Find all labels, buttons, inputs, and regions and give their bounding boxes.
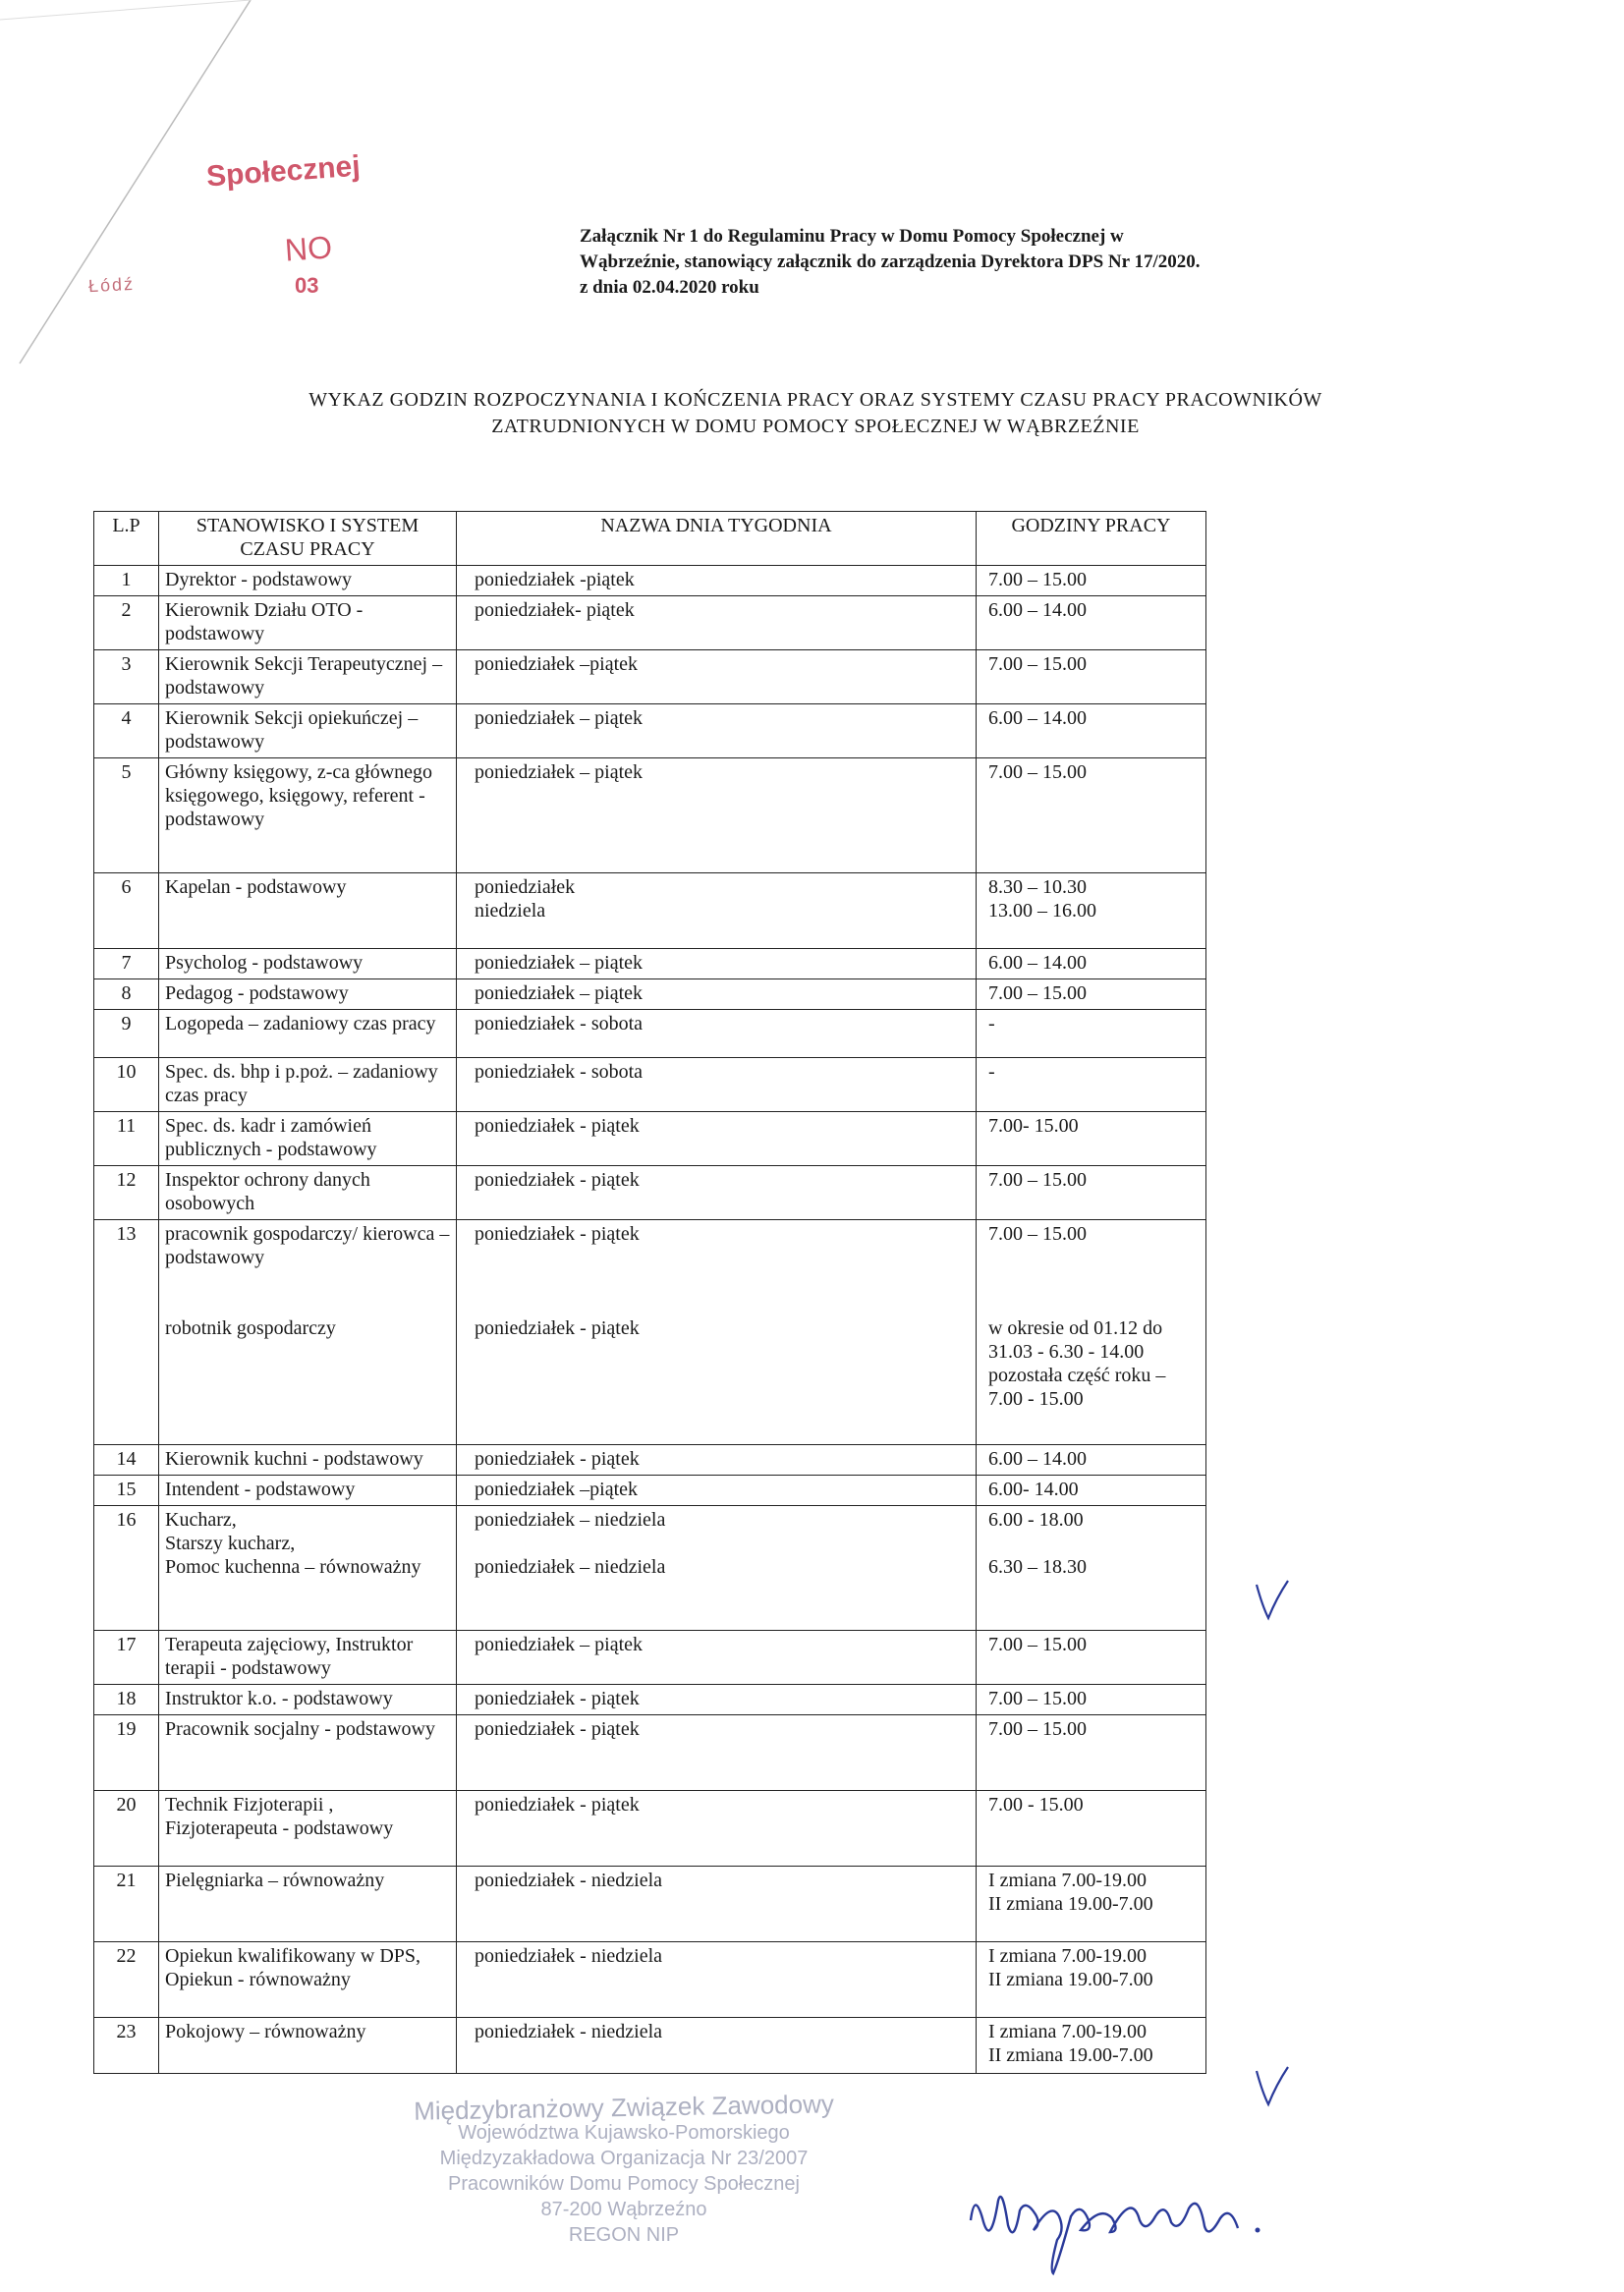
row-lp: 10 [94, 1058, 159, 1112]
document-title-line: WYKAZ GODZIN ROZPOCZYNANIA I KOŃCZENIA PRACY ORAZ SYSTEMY CZASU PRACY PRACOWNIKÓW [308, 389, 1322, 411]
row-day: poniedziałek niedziela [456, 873, 976, 949]
table-header-row [94, 512, 1206, 566]
row-hours: 6.00 – 14.00 [976, 949, 1205, 979]
union-stamp-line: Międzybranżowy Związek Zawodowy [413, 2089, 835, 2126]
table-row [94, 704, 1206, 758]
attachment-note-line: Załącznik Nr 1 do Regulaminu Pracy w Domu Pomocy Społecznej w [580, 226, 1124, 247]
table-row [94, 1867, 1206, 1942]
table-row [94, 1476, 1206, 1506]
check-mark-icon [1253, 1577, 1292, 1626]
table-row [94, 1445, 1206, 1476]
row-hours: 7.00 – 15.00 [976, 979, 1205, 1010]
row-position: Psycholog - podstawowy [159, 949, 457, 979]
row-day: poniedziałek - piątek [456, 1791, 976, 1867]
stamp-line-3: Łódź [87, 273, 136, 297]
red-stamp [59, 147, 393, 305]
row-day: poniedziałek – niedziela poniedziałek – niedziela [456, 1506, 976, 1631]
table-row [94, 758, 1206, 873]
attachment-note-line: Wąbrzeźnie, stanowiący załącznik do zarządzenia Dyrektora DPS Nr 17/2020. [580, 252, 1201, 272]
table-row [94, 949, 1206, 979]
row-hours: 7.00 – 15.00 [976, 1166, 1205, 1220]
header-lp: L.P [94, 512, 159, 566]
union-stamp-line: REGON NIP [568, 2224, 680, 2246]
row-hours: 6.00- 14.00 [976, 1476, 1205, 1506]
row-lp: 21 [94, 1867, 159, 1942]
table-row [94, 566, 1206, 596]
row-lp: 2 [94, 596, 159, 650]
row-hours: 8.30 – 10.30 13.00 – 16.00 [976, 873, 1205, 949]
document-title-line: ZATRUDNIONYCH W DOMU POMOCY SPOŁECZNEJ W WĄBRZEŹNIE [491, 416, 1140, 437]
table-row [94, 873, 1206, 949]
row-day: poniedziałek – piątek [456, 704, 976, 758]
row-position: Instruktor k.o. - podstawowy [159, 1685, 457, 1715]
row-hours: 7.00 – 15.00 [976, 758, 1205, 873]
table-row [94, 1631, 1206, 1685]
union-stamp-line: Międzyzakładowa Organizacja Nr 23/2007 [439, 2148, 809, 2169]
row-lp: 11 [94, 1112, 159, 1166]
row-day: poniedziałek - niedziela [456, 1942, 976, 2018]
row-position: Inspektor ochrony danych osobowych [159, 1166, 457, 1220]
union-stamp-line: Województwa Kujawsko-Pomorskiego [458, 2122, 790, 2144]
row-day: poniedziałek - piątek [456, 1445, 976, 1476]
row-day: poniedziałek - piątek [456, 1715, 976, 1791]
row-position: Główny księgowy, z-ca głównego księgowego, księgowy, referent - podstawowy [159, 758, 457, 873]
row-position: Dyrektor - podstawowy [159, 566, 457, 596]
header-hours: GODZINY PRACY [976, 512, 1205, 566]
table-row [94, 1791, 1206, 1867]
row-lp: 1 [94, 566, 159, 596]
row-day: poniedziałek - piątek [456, 1685, 976, 1715]
table-row [94, 650, 1206, 704]
check-mark-icon [1253, 2063, 1292, 2112]
table-row [94, 1220, 1206, 1445]
attachment-note-line: z dnia 02.04.2020 roku [580, 277, 759, 298]
row-position: Kierownik Sekcji opiekuńczej – podstawowy [159, 704, 457, 758]
row-position: Spec. ds. kadr i zamówień publicznych - podstawowy [159, 1112, 457, 1166]
row-hours: 7.00 – 15.00 [976, 1631, 1205, 1685]
row-lp: 20 [94, 1791, 159, 1867]
attachment-note [580, 224, 1326, 301]
row-lp: 16 [94, 1506, 159, 1631]
stamp-line-2: NO [283, 229, 334, 268]
row-position: Opiekun kwalifikowany w DPS, Opiekun - równoważny [159, 1942, 457, 2018]
row-hours: 7.00 – 15.00 [976, 650, 1205, 704]
row-lp: 9 [94, 1010, 159, 1058]
row-lp: 17 [94, 1631, 159, 1685]
row-day: poniedziałek - piątek [456, 1112, 976, 1166]
row-position: Terapeuta zajęciowy, Instruktor terapii - podstawowy [159, 1631, 457, 1685]
table-body [94, 566, 1206, 2074]
union-stamp-line: 87-200 Wąbrzeźno [540, 2199, 707, 2220]
row-lp: 7 [94, 949, 159, 979]
row-position: Kierownik Sekcji Terapeutycznej – podstawowy [159, 650, 457, 704]
header-day: NAZWA DNIA TYGODNIA [456, 512, 976, 566]
header-position: STANOWISKO I SYSTEM CZASU PRACY [159, 512, 457, 566]
row-day: poniedziałek - sobota [456, 1010, 976, 1058]
row-hours: I zmiana 7.00-19.00 II zmiana 19.00-7.00 [976, 1942, 1205, 2018]
row-hours: 7.00- 15.00 [976, 1112, 1205, 1166]
row-day: poniedziałek- piątek [456, 596, 976, 650]
row-day: poniedziałek – piątek [456, 949, 976, 979]
row-day: poniedziałek –piątek [456, 1476, 976, 1506]
row-hours: 6.00 – 14.00 [976, 1445, 1205, 1476]
table-row [94, 1506, 1206, 1631]
table-row [94, 1715, 1206, 1791]
stamp-line-1: Społecznej [205, 149, 362, 194]
row-hours: 7.00 – 15.00 w okresie od 01.12 do 31.03 - 6.30 - 14.00 pozostała część roku – 7.00 - 15.00 [976, 1220, 1205, 1445]
row-position: Pracownik socjalny - podstawowy [159, 1715, 457, 1791]
table-row [94, 2018, 1206, 2074]
row-position: Pielęgniarka – równoważny [159, 1867, 457, 1942]
row-position: Kierownik Działu OTO - podstawowy [159, 596, 457, 650]
row-lp: 8 [94, 979, 159, 1010]
row-position: Logopeda – zadaniowy czas pracy [159, 1010, 457, 1058]
table-row [94, 1058, 1206, 1112]
row-hours: 6.00 – 14.00 [976, 704, 1205, 758]
row-lp: 6 [94, 873, 159, 949]
row-position: Pokojowy – równoważny [159, 2018, 457, 2074]
table-row [94, 979, 1206, 1010]
union-stamp [388, 2089, 860, 2248]
table-row [94, 1112, 1206, 1166]
row-hours: 7.00 – 15.00 [976, 1685, 1205, 1715]
row-hours: I zmiana 7.00-19.00 II zmiana 19.00-7.00 [976, 2018, 1205, 2074]
row-lp: 14 [94, 1445, 159, 1476]
table-row [94, 1942, 1206, 2018]
row-lp: 4 [94, 704, 159, 758]
row-day: poniedziałek -piątek [456, 566, 976, 596]
row-day: poniedziałek – piątek [456, 1631, 976, 1685]
row-lp: 13 [94, 1220, 159, 1445]
row-lp: 19 [94, 1715, 159, 1791]
row-day: poniedziałek – piątek [456, 979, 976, 1010]
row-lp: 18 [94, 1685, 159, 1715]
row-position: Technik Fizjoterapii , Fizjoterapeuta - podstawowy [159, 1791, 457, 1867]
row-position: Intendent - podstawowy [159, 1476, 457, 1506]
row-position: Pedagog - podstawowy [159, 979, 457, 1010]
row-lp: 3 [94, 650, 159, 704]
row-day: poniedziałek - niedziela [456, 1867, 976, 1942]
union-stamp-line: Pracowników Domu Pomocy Społecznej [448, 2173, 800, 2195]
row-day: poniedziałek - niedziela [456, 2018, 976, 2074]
row-lp: 12 [94, 1166, 159, 1220]
row-day: poniedziałek - piątek poniedziałek - piątek [456, 1220, 976, 1445]
row-hours: 6.00 - 18.00 6.30 – 18.30 [976, 1506, 1205, 1631]
row-lp: 22 [94, 1942, 159, 2018]
handwritten-signature [963, 2171, 1316, 2279]
row-lp: 15 [94, 1476, 159, 1506]
row-hours: - [976, 1058, 1205, 1112]
row-hours: 7.00 – 15.00 [976, 566, 1205, 596]
row-day: poniedziałek - sobota [456, 1058, 976, 1112]
table-row [94, 1685, 1206, 1715]
table-row [94, 596, 1206, 650]
stamp-line-4: 03 [295, 273, 319, 298]
row-position: Spec. ds. bhp i p.poż. – zadaniowy czas pracy [159, 1058, 457, 1112]
row-position: Kapelan - podstawowy [159, 873, 457, 949]
row-lp: 5 [94, 758, 159, 873]
row-hours: 7.00 - 15.00 [976, 1791, 1205, 1867]
row-hours: 6.00 – 14.00 [976, 596, 1205, 650]
row-position: Kucharz, Starszy kucharz, Pomoc kuchenna – równoważny [159, 1506, 457, 1631]
row-position: pracownik gospodarczy/ kierowca – podstawowy robotnik gospodarczy [159, 1220, 457, 1445]
table-row [94, 1166, 1206, 1220]
table-row [94, 1010, 1206, 1058]
row-lp: 23 [94, 2018, 159, 2074]
row-day: poniedziałek –piątek [456, 650, 976, 704]
row-hours: I zmiana 7.00-19.00 II zmiana 19.00-7.00 [976, 1867, 1205, 1942]
document-title [79, 387, 1552, 440]
work-hours-table [93, 511, 1206, 2074]
row-day: poniedziałek - piątek [456, 1166, 976, 1220]
row-position: Kierownik kuchni - podstawowy [159, 1445, 457, 1476]
row-hours: - [976, 1010, 1205, 1058]
row-hours: 7.00 – 15.00 [976, 1715, 1205, 1791]
row-day: poniedziałek – piątek [456, 758, 976, 873]
